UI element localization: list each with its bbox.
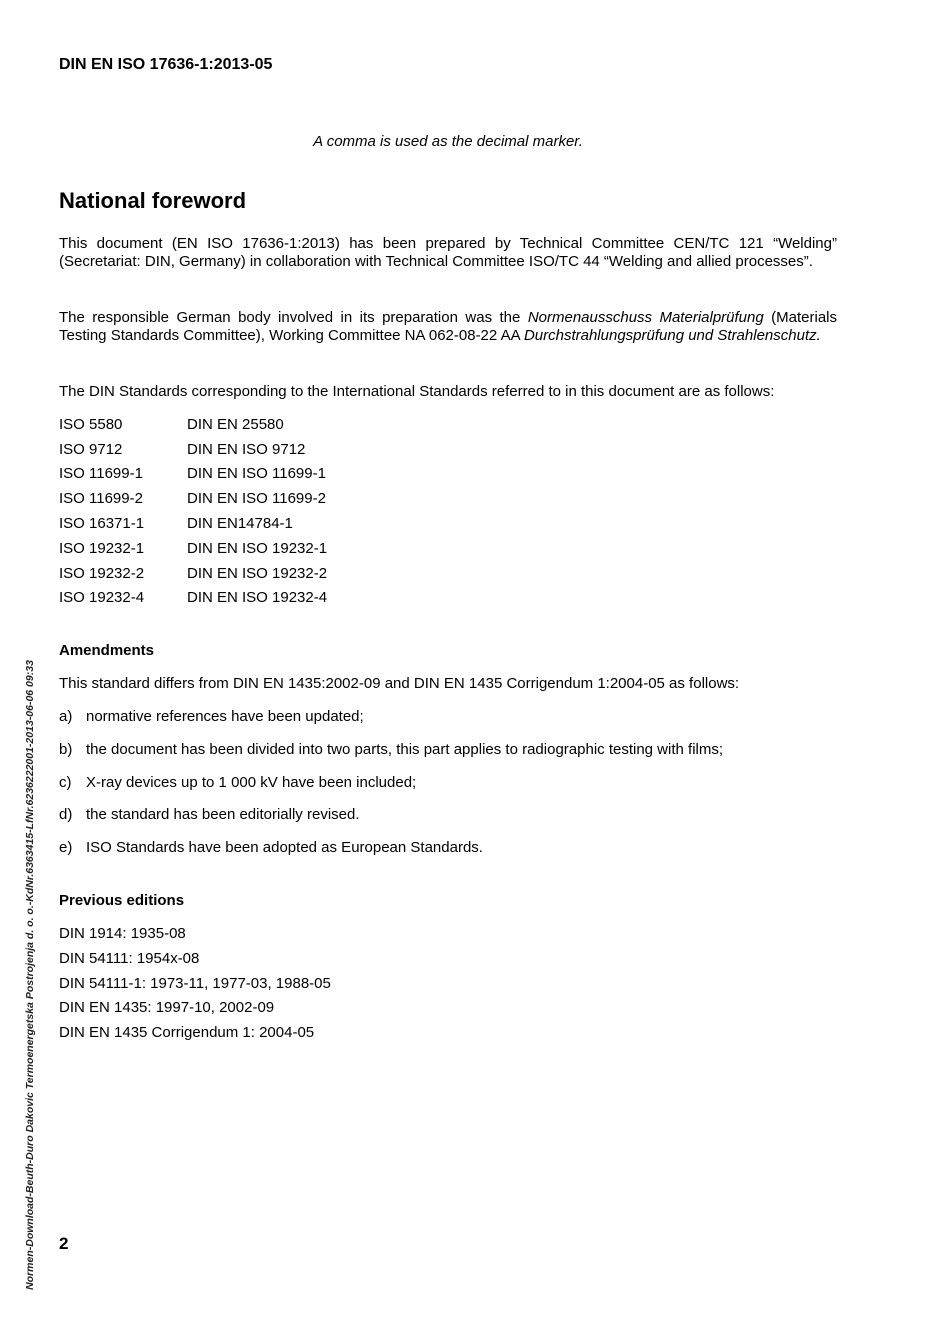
list-item-text: ISO Standards have been adopted as European Standards. [86,839,483,857]
list-item [59,774,723,807]
foreword-paragraph-3: The DIN Standards corresponding to the International Standards referred to in this document are as follows: [59,383,775,400]
list-item: DIN 1914: 1935-08 [59,925,186,942]
din-standard: DIN EN ISO 9712 [187,440,306,458]
iso-standard: ISO 9712 [59,440,123,458]
committee-name-german: Normenausschuss Materialprüfung [527,309,764,326]
list-item [59,839,723,872]
amendments-intro: This standard differs from DIN EN 1435:2002-09 and DIN EN 1435 Corrigendum 1:2004-05 as follows: [59,675,740,692]
foreword-paragraph-1: This document (EN ISO 17636-1:2013) has been prepared by Technical Committee CEN/TC 121 “Welding” (Secretariat: DIN, Germany) in collaboration with Technical Committee ISO/TC 44 “Welding and allied processes”. [59,235,837,270]
paragraph-2-text-mid: (Materials Testing Standards Committee), Working Committee NA 062-08-22 AA [59,309,837,344]
table-row [59,561,327,586]
din-standard: DIN EN ISO 11699-2 [187,490,326,508]
iso-standard: ISO 19232-2 [59,564,145,582]
list-item-text: X-ray devices up to 1 000 kV have been included; [86,773,417,791]
din-standard: DIN EN 25580 [187,415,284,433]
working-committee-name: Durchstrahlungsprüfung und Strahlenschutz. [523,327,821,344]
din-standard: DIN EN ISO 19232-4 [187,589,328,607]
amendments-heading: Amendments [59,642,155,659]
list-item: DIN 54111: 1954x-08 [59,949,200,967]
iso-standard: ISO 11699-1 [59,465,143,483]
standards-correspondence-table [59,412,327,610]
din-standard: DIN EN ISO 19232-2 [187,564,328,582]
list-item-text: normative references have been updated; [86,708,364,725]
list-item [59,806,723,839]
page-number: 2 [59,1234,69,1253]
din-standard: DIN EN14784-1 [187,515,293,533]
foreword-paragraph-2 [59,309,837,345]
list-marker: d) [59,806,73,824]
table-row [59,511,327,536]
table-row [59,586,327,611]
previous-editions-heading: Previous editions [59,892,185,909]
list-marker: b) [59,740,73,758]
table-row [59,437,327,462]
paragraph-2-text-start: The responsible German body involved in its preparation was the [59,309,528,326]
list-item [59,741,723,774]
list-marker: c) [59,773,72,791]
list-item: DIN EN 1435 Corrigendum 1: 2004-05 [59,1024,315,1042]
list-item-text: the standard has been editorially revised. [86,806,360,824]
table-row [59,412,327,437]
table-row [59,462,327,487]
page-title: National foreword [59,188,247,213]
list-marker: a) [59,708,73,725]
list-marker: e) [59,839,73,857]
din-standard: DIN EN ISO 19232-1 [187,539,328,557]
list-item: DIN 54111-1: 1973-11, 1977-03, 1988-05 [59,974,331,992]
amendments-list [59,708,723,872]
list-item-text: the document has been divided into two parts, this part applies to radiographic testing with films; [86,740,724,758]
list-item [59,708,723,741]
download-watermark: Normen-Download-Beuth-Duro Dakovic Termoenergetska Postrojenja d. o. o.-KdNr.6363415-LfNr.6236222001-2013-06-06 09:33 [24,660,36,1290]
list-item: DIN EN 1435: 1997-10, 2002-09 [59,999,275,1017]
iso-standard: ISO 5580 [59,415,123,433]
table-row [59,536,327,561]
decimal-marker-note: A comma is used as the decimal marker. [313,133,583,150]
iso-standard: ISO 16371-1 [59,515,145,533]
din-standard: DIN EN ISO 11699-1 [187,465,326,483]
previous-editions-list [59,925,331,1049]
table-row [59,486,327,511]
iso-standard: ISO 11699-2 [59,490,143,508]
document-header-id: DIN EN ISO 17636-1:2013-05 [59,56,273,73]
iso-standard: ISO 19232-4 [59,589,145,607]
iso-standard: ISO 19232-1 [59,539,145,557]
